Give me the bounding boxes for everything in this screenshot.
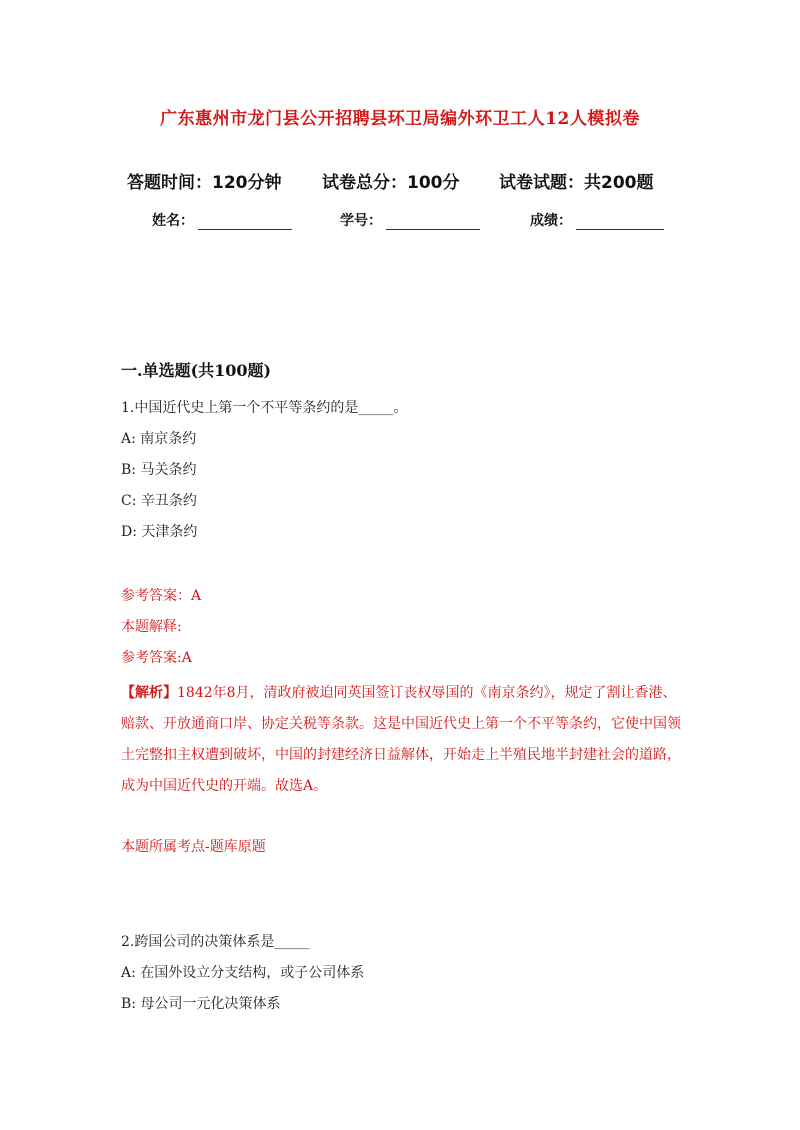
exam-total-score: 试卷总分：100分 bbox=[322, 173, 460, 193]
question-1-source: 本题所属考点-题库原题 bbox=[121, 839, 266, 855]
name-blank[interactable] bbox=[198, 215, 292, 230]
question-1-answer: 参考答案：A bbox=[121, 588, 202, 604]
name-field[interactable] bbox=[152, 210, 292, 230]
question-1-option-d[interactable]: D: 天津条约 bbox=[121, 524, 198, 540]
question-2-stem: 2.跨国公司的决策体系是_____ bbox=[121, 934, 310, 950]
section-title: 一.单选题(共100题) bbox=[121, 361, 272, 380]
question-1-explain-heading: 本题解释: bbox=[121, 619, 182, 635]
explanation-text: 1842年8月，清政府被迫同英国签订丧权辱国的《南京条约》，规定了割让香港、赔款、开放通商口岸、协定关税等条款。这是中国近代史上第一个不平等条约，它使中国领土完整扣主权遭到破坏，中国的封建经济日益解体，开始走上半殖民地半封建社会的道路，成为中国近代史的开端。故选A。 bbox=[121, 685, 681, 794]
student-id-label: 学号： bbox=[340, 213, 382, 229]
exam-time: 答题时间：120分钟 bbox=[127, 173, 282, 193]
question-2-option-a[interactable]: A: 在国外设立分支结构，或子公司体系 bbox=[121, 965, 365, 981]
question-1-explanation bbox=[121, 678, 681, 802]
question-2-option-b[interactable]: B: 母公司一元化决策体系 bbox=[121, 996, 281, 1012]
exam-meta bbox=[0, 168, 800, 192]
student-id-field[interactable] bbox=[340, 210, 480, 230]
student-id-blank[interactable] bbox=[386, 215, 480, 230]
question-1-stem: 1.中国近代史上第一个不平等条约的是_____。 bbox=[121, 400, 408, 416]
exam-title: 广东惠州市龙门县公开招聘县环卫局编外环卫工人12人模拟卷 bbox=[160, 109, 640, 129]
explanation-tag: 【解析】 bbox=[121, 685, 177, 701]
grade-label: 成绩： bbox=[530, 213, 572, 229]
grade-blank[interactable] bbox=[576, 215, 664, 230]
exam-question-count: 试卷试题：共200题 bbox=[499, 173, 654, 193]
name-label: 姓名： bbox=[152, 213, 194, 229]
question-1-answer-repeat: 参考答案:A bbox=[121, 650, 192, 666]
question-1-option-a[interactable]: A: 南京条约 bbox=[121, 431, 197, 447]
question-1-option-c[interactable]: C: 辛丑条约 bbox=[121, 493, 197, 509]
question-1-option-b[interactable]: B: 马关条约 bbox=[121, 462, 197, 478]
student-fields bbox=[0, 210, 800, 234]
grade-field[interactable] bbox=[530, 210, 664, 230]
